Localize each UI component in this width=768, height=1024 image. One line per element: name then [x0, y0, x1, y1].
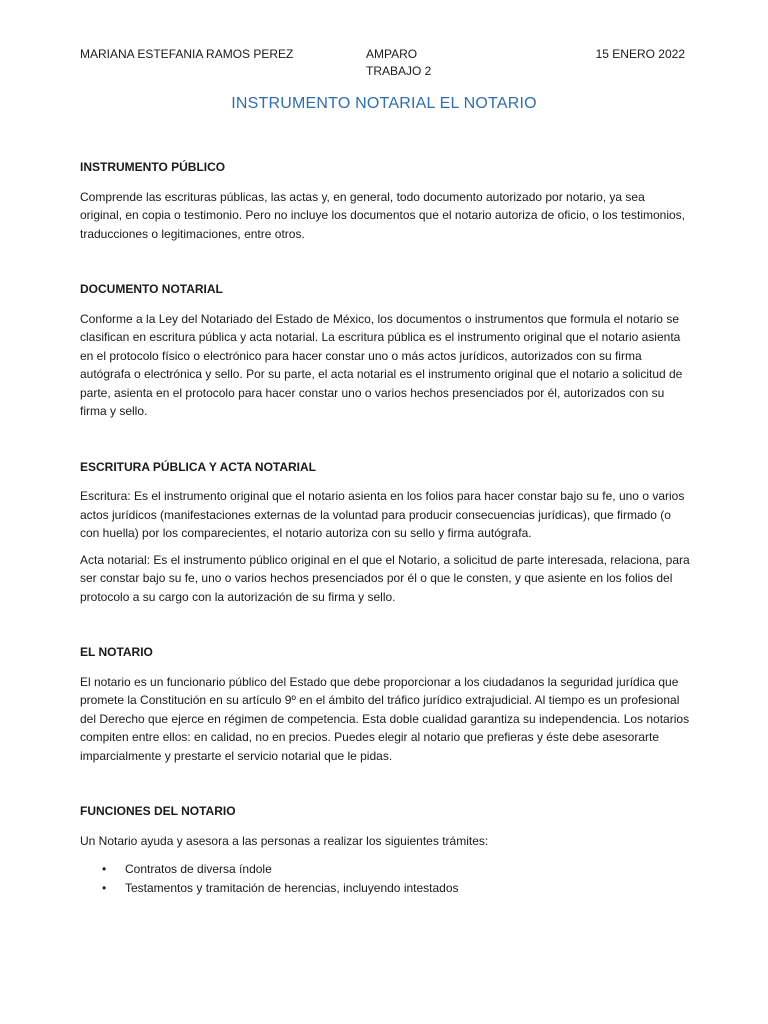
paragraph-instrumento-publico: Comprende las escrituras públicas, las actas y, en general, todo documento autorizado por notario, ya sea original, en copia o testimonio. Pero no incluye los documentos que el notario autoriza de oficio, o los testimonios, traducciones o legitimaciones, entre otros.	[80, 189, 686, 241]
document-title: INSTRUMENTO NOTARIAL EL NOTARIO	[231, 95, 537, 112]
list-item-text: Testamentos y tramitación de herencias, incluyendo intestados	[125, 880, 459, 895]
section-heading-escritura-acta: ESCRITURA PÚBLICA Y ACTA NOTARIAL	[80, 459, 316, 474]
paragraph-documento-notarial: Conforme a la Ley del Notariado del Estado de México, los documentos o instrumentos que formula el notario se clasifican en escritura pública y acta notarial. La escritura pública es el instrumento original que el notario asienta en el protocolo físico o electrónico para hacer constar uno o más actos jurídicos, autorizados con su firma autógrafa o electrónica y sello. Por su parte, el acta notarial es el instrumento original que el notario a solicitud de parte, asienta en el protocolo para hacer constar uno o varios hechos presenciados por él, autorizados con su firma y sello.	[80, 311, 683, 418]
paragraph-funciones-intro: Un Notario ayuda y asesora a las personas a realizar los siguientes trámites:	[80, 833, 489, 848]
section-spacer	[80, 251, 690, 280]
section-spacer	[80, 614, 690, 643]
bullet-icon: •	[102, 862, 107, 876]
header-assignment: TRABAJO 2	[366, 64, 432, 78]
header-author: MARIANA ESTEFANIA RAMOS PEREZ	[80, 47, 294, 61]
header-subject: AMPARO	[366, 47, 418, 61]
paragraph-escritura: Escritura: Es el instrumento original que el notario asienta en los folios para hacer constar bajo su fe, uno o varios actos jurídicos (manifestaciones externas de la voluntad para producir consecuencias jurídicas), que firmado (o con huella) por los comparecientes, el notario autoriza con su sello y firma autógrafa.	[80, 489, 685, 540]
section-heading-documento-notarial: DOCUMENTO NOTARIAL	[80, 282, 223, 296]
list-item	[80, 879, 690, 898]
document-body	[80, 158, 690, 897]
list-item-text: Contratos de diversa índole	[125, 862, 272, 876]
header-subject-block	[366, 46, 431, 80]
bullet-icon: •	[102, 880, 107, 895]
list-item	[80, 860, 690, 879]
paragraph-acta-notarial: Acta notarial: Es el instrumento público original en el que el Notario, a solicitud de parte interesada, relaciona, para ser constar bajo su fe, uno o varios hechos presenciados por él o que le consten, y que asiente en los folios del protocolo a su cargo con la autorización de su firma y sello.	[80, 552, 690, 604]
funciones-bullet-list	[80, 860, 690, 897]
section-spacer	[80, 773, 690, 802]
paragraph-el-notario: El notario es un funcionario público del Estado que debe proporcionar a los ciudadanos la seguridad jurídica que promete la Constitución en su artículo 9º en el ámbito del tráfico jurídico extrajudicial. Al tiempo es un profesional del Derecho que ejerce en régimen de competencia. Esta doble cualidad garantiza su independencia. Los notarios compiten entre ellos: en calidad, no en precios. Puedes elegir al notario que prefieras y éste debe asesorarte imparcialmente y prestarte el servicio notarial que le pidas.	[80, 674, 690, 763]
header-date: 15 ENERO 2022	[595, 47, 685, 61]
section-spacer	[80, 429, 690, 458]
section-heading-instrumento-publico: INSTRUMENTO PÚBLICO	[80, 160, 226, 174]
section-heading-el-notario: EL NOTARIO	[80, 645, 153, 659]
section-heading-funciones: FUNCIONES DEL NOTARIO	[80, 804, 236, 818]
